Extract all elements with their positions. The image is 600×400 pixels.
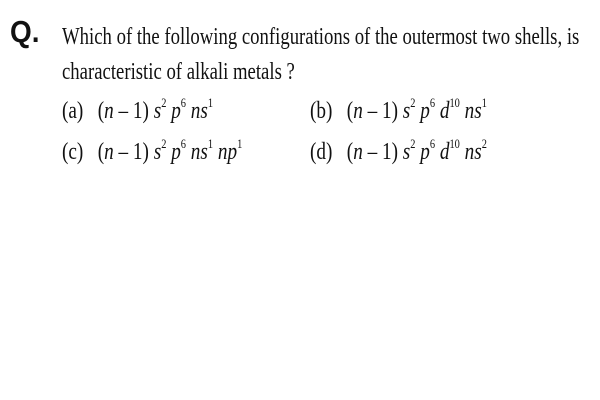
orbital-base: ns bbox=[464, 98, 482, 124]
orbital-term bbox=[439, 95, 460, 124]
orbital-base: ns bbox=[190, 98, 208, 124]
orbital-term bbox=[420, 136, 436, 165]
orbital-superscript: 2 bbox=[410, 136, 416, 151]
expr-n: n bbox=[353, 98, 363, 124]
option-expression bbox=[97, 95, 218, 124]
orbital-base: s bbox=[153, 139, 162, 165]
orbital-term bbox=[190, 95, 214, 124]
orbital-base: d bbox=[439, 98, 450, 124]
orbital-superscript: 2 bbox=[161, 95, 167, 110]
orbital-superscript: 1 bbox=[207, 95, 214, 110]
option-expression bbox=[97, 136, 247, 165]
orbital-superscript: 10 bbox=[449, 95, 460, 110]
orbital-base: p bbox=[420, 98, 430, 124]
orbital-term bbox=[153, 95, 167, 124]
option-expression bbox=[346, 95, 492, 124]
expr-minus-one: – 1) bbox=[113, 98, 149, 124]
orbital-superscript: 2 bbox=[161, 136, 167, 151]
orbital-superscript: 1 bbox=[207, 136, 214, 151]
question-text bbox=[62, 20, 580, 90]
expr-n: n bbox=[104, 139, 114, 165]
orbital-base: ns bbox=[464, 139, 482, 165]
orbital-base: s bbox=[402, 98, 411, 124]
expr-terms bbox=[402, 136, 492, 165]
orbital-superscript: 1 bbox=[237, 136, 243, 151]
option-b[interactable] bbox=[310, 96, 492, 126]
orbital-superscript: 6 bbox=[180, 136, 186, 151]
expr-terms bbox=[153, 136, 247, 165]
expr-terms bbox=[402, 95, 492, 124]
orbital-superscript: 6 bbox=[180, 95, 186, 110]
orbital-base: p bbox=[420, 139, 430, 165]
option-letter: (a) bbox=[62, 98, 84, 124]
orbital-base: p bbox=[171, 98, 181, 124]
expr-n: n bbox=[104, 98, 114, 124]
expr-minus-one: – 1) bbox=[113, 139, 149, 165]
orbital-term bbox=[171, 95, 186, 124]
orbital-base: ns bbox=[190, 139, 208, 165]
orbital-base: s bbox=[402, 139, 411, 165]
option-a[interactable] bbox=[62, 96, 218, 126]
orbital-superscript: 10 bbox=[449, 136, 460, 151]
orbital-superscript: 1 bbox=[481, 95, 487, 110]
orbital-superscript: 6 bbox=[429, 136, 436, 151]
orbital-base: p bbox=[171, 139, 181, 165]
option-letter: (b) bbox=[310, 98, 333, 124]
orbital-superscript: 6 bbox=[429, 95, 436, 110]
orbital-superscript: 2 bbox=[410, 95, 416, 110]
question-line-1: Which of the following configurations of the outermost two shells, is bbox=[62, 24, 580, 50]
orbital-term bbox=[217, 136, 243, 165]
expr-open: ( bbox=[346, 139, 354, 165]
expr-minus-one: – 1) bbox=[362, 98, 398, 124]
orbital-term bbox=[190, 136, 214, 165]
orbital-term bbox=[153, 136, 167, 165]
expr-n: n bbox=[353, 139, 363, 165]
orbital-base: s bbox=[153, 98, 162, 124]
orbital-term bbox=[420, 95, 436, 124]
orbital-term bbox=[171, 136, 186, 165]
option-letter: (d) bbox=[310, 139, 333, 165]
expr-open: ( bbox=[346, 98, 354, 124]
orbital-base: np bbox=[217, 139, 238, 165]
option-d[interactable] bbox=[310, 137, 492, 167]
orbital-term bbox=[402, 95, 416, 124]
option-c[interactable] bbox=[62, 137, 247, 167]
orbital-base: d bbox=[439, 139, 450, 165]
question-label: Q. bbox=[10, 14, 40, 49]
option-letter: (c) bbox=[62, 139, 84, 165]
question-line-2: characteristic of alkali metals ? bbox=[62, 59, 295, 85]
orbital-superscript: 2 bbox=[481, 136, 487, 151]
expr-open: ( bbox=[97, 98, 105, 124]
orbital-term bbox=[464, 136, 487, 165]
option-expression bbox=[346, 136, 492, 165]
orbital-term bbox=[402, 136, 416, 165]
expr-terms bbox=[153, 95, 218, 124]
orbital-term bbox=[464, 95, 487, 124]
orbital-term bbox=[439, 136, 460, 165]
expr-minus-one: – 1) bbox=[362, 139, 398, 165]
expr-open: ( bbox=[97, 139, 105, 165]
